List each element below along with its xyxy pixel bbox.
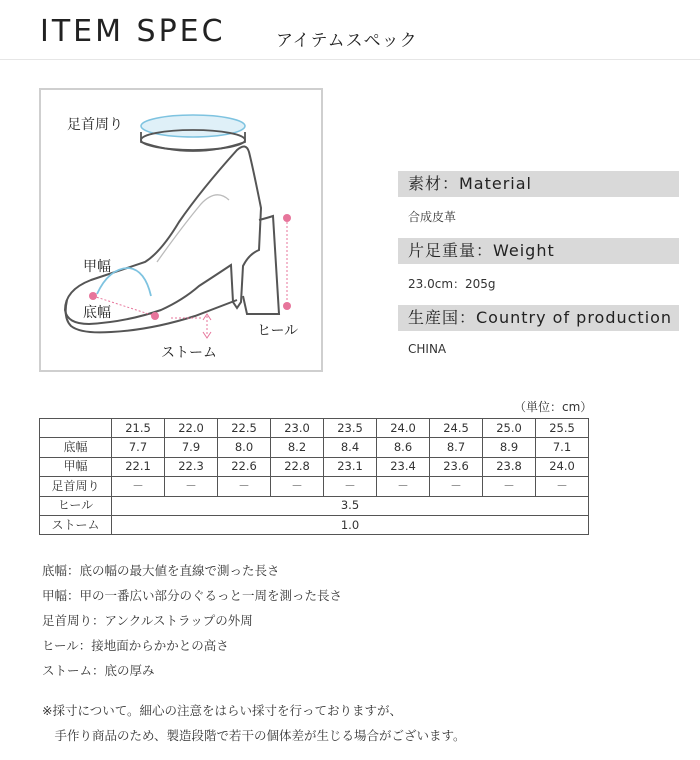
table-cell: －	[324, 477, 377, 496]
row-label: 足首周り	[40, 477, 112, 496]
table-cell: 7.9	[165, 438, 218, 457]
note-line: ヒール：接地面からかかとの高さ	[42, 638, 229, 653]
note-line: 足首周り：アンクルストラップの外周	[42, 613, 253, 628]
unit-label: （単位：cm）	[514, 400, 593, 414]
label-heel: ヒール	[257, 323, 299, 339]
table-cell: 8.0	[218, 438, 271, 457]
table-row	[40, 477, 589, 496]
table-row	[40, 457, 589, 476]
table-cell: 7.7	[112, 438, 165, 457]
table-cell: －	[483, 477, 536, 496]
spec-material-value: 合成皮革	[408, 210, 457, 224]
table-cell: －	[165, 477, 218, 496]
row-label: ストーム	[40, 515, 112, 534]
spec-weight-value: 23.0cm：205g	[408, 277, 496, 291]
table-cell: 3.5	[112, 496, 589, 515]
table-cell: 8.6	[377, 438, 430, 457]
table-cell: 23.8	[483, 457, 536, 476]
note-line: 底幅：底の幅の最大値を直線で測った長さ	[42, 563, 280, 578]
size-header: 22.5	[218, 419, 271, 438]
note-line: 甲幅：甲の一番広い部分のぐるっと一周を測った長さ	[42, 588, 343, 603]
table-cell: －	[271, 477, 324, 496]
label-sole: 底幅	[83, 305, 111, 321]
size-header: 24.0	[377, 419, 430, 438]
table-cell: 8.2	[271, 438, 324, 457]
table-cell: 22.3	[165, 457, 218, 476]
size-header: 25.5	[536, 419, 589, 438]
row-label: ヒール	[40, 496, 112, 515]
spec-country-label: 生産国：Country of production	[398, 305, 679, 331]
table-cell: －	[536, 477, 589, 496]
table-cell: 23.1	[324, 457, 377, 476]
note-line: ストーム：底の厚み	[42, 663, 155, 678]
size-header: 21.5	[112, 419, 165, 438]
disclaimer	[42, 701, 466, 751]
table-row	[40, 438, 589, 457]
label-stome: ストーム	[161, 345, 217, 361]
table-corner	[40, 419, 112, 438]
label-instep: 甲幅	[83, 259, 111, 275]
table-cell: 7.1	[536, 438, 589, 457]
label-ankle: 足首周り	[67, 117, 123, 133]
disclaimer-line: ※採寸について。細心の注意をはらい採寸を行っておりますが、	[42, 703, 402, 718]
table-cell: －	[218, 477, 271, 496]
table-row	[40, 515, 589, 534]
size-header: 23.5	[324, 419, 377, 438]
table-cell: －	[112, 477, 165, 496]
shoe-diagram	[39, 88, 323, 372]
table-cell: －	[377, 477, 430, 496]
table-cell: 8.7	[430, 438, 483, 457]
spec-weight-label: 片足重量：Weight	[398, 238, 679, 264]
spec-material-label: 素材：Material	[398, 171, 679, 197]
size-table	[39, 418, 589, 535]
table-cell: 8.4	[324, 438, 377, 457]
table-cell: 22.6	[218, 457, 271, 476]
page-title: ITEM SPEC	[40, 14, 226, 49]
measurement-notes	[42, 561, 342, 686]
spec-country-value: CHINA	[408, 342, 447, 356]
disclaimer-line: 手作り商品のため、製造段階で若干の個体差が生じる場合がございます。	[42, 728, 466, 743]
table-cell: 23.6	[430, 457, 483, 476]
table-cell: 8.9	[483, 438, 536, 457]
table-cell: －	[430, 477, 483, 496]
row-label: 甲幅	[40, 457, 112, 476]
table-cell: 23.4	[377, 457, 430, 476]
table-row	[40, 496, 589, 515]
size-header: 25.0	[483, 419, 536, 438]
page-header	[0, 0, 700, 60]
table-cell: 1.0	[112, 515, 589, 534]
page-subtitle: アイテムスペック	[276, 31, 418, 51]
row-label: 底幅	[40, 438, 112, 457]
table-header-row	[40, 419, 589, 438]
size-header: 23.0	[271, 419, 324, 438]
size-header: 22.0	[165, 419, 218, 438]
table-cell: 24.0	[536, 457, 589, 476]
size-header: 24.5	[430, 419, 483, 438]
table-cell: 22.1	[112, 457, 165, 476]
table-cell: 22.8	[271, 457, 324, 476]
